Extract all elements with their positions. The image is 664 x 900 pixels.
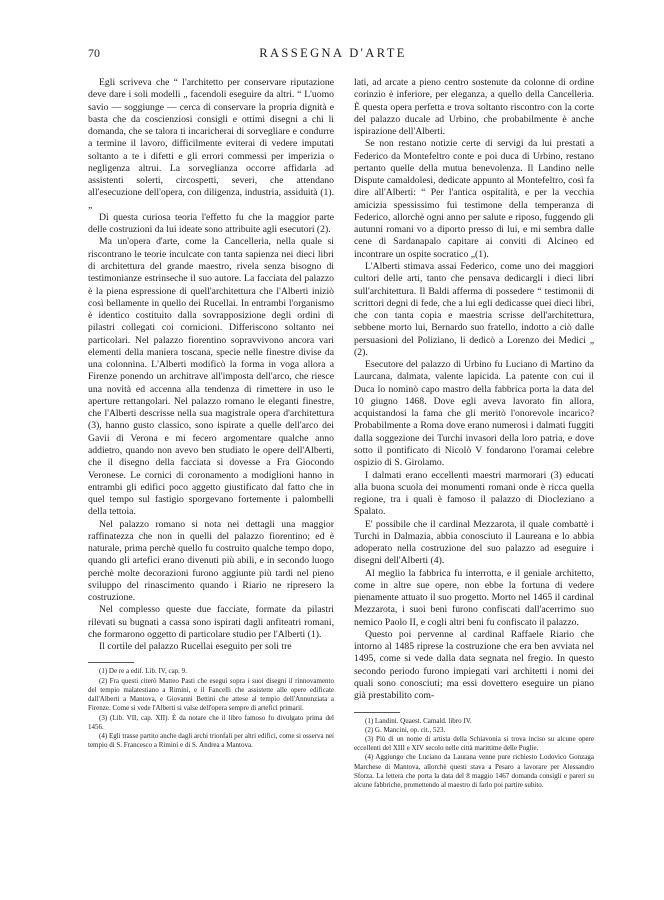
footnote: (1) Landini. Quaest. Camald. libro IV. [365,716,472,725]
paragraph: Questo poi pervenne al cardinal Raffaele Riario che intorno al 1485 riprese la costruzione che era ben avviata nel 1495, come si vede dalla data segnata nel fregio. In questo secondo periodo furono impiegati vari architetti i nomi dei quali sono conosciuti; ma essi dovettero eseguire un piano già prestabilito com- [354,628,594,702]
running-header [88,46,580,64]
paragraph: lati, ad arcate a pieno centro sostenute da colonne di ordine corinzio è inferiore, per eleganza, a quello della Cancelleria. È questa opera perfetta e trova soltanto riscontro con la corte del palazzo ducale ad Urbino, che probabilmente è anche ispirazione dell'Alberti. [354,77,594,138]
paragraph: Egli scriveva che “ l'architetto per conservare riputazione deve dare i soli modelli „ facendoli eseguire da altri. “ L'uomo savio — soggiunge — cerca di conservare la propria dignità e basta che da coscienziosi consigli e ottimi disegni a chi li domanda, che se talora ti incaricherai di sorvegliare e condurre a termine il lavoro, difficilmente eviterai di vedere imputati soltanto a te i difetti e gli errori commessi per imperizia o negligenza altrui. La sorveglianza occorre affidarla ad assistenti solerti, circospetti, severi, che attendano all'esecuzione dell'opera, con diligenza, industria, assiduità (1). „ [88,77,334,211]
paragraph: Nel complesso queste due facciate, formate da pilastri rilevati su bugnati a cassa sono ispirati dagli anfiteatri romani, che formarono oggetto di particolare studio per l'Alberti (1). [88,604,334,640]
left-body [88,77,334,653]
footnote: (3) (Lib. VII, cap. XII). È da notare che il libro famoso fu divulgato prima del 1456. [88,713,334,731]
paragraph: Al meglio la fabbrica fu interrotta, e il geniale architetto, come in altre sue opere, non ebbe la fortuna di vedere pienamente attuato il suo progetto. Morto nel 1465 il cardinal Mezzarota, i suoi beni furono confiscati dall'acerrimo suo nemico Paolo II, e cogli altri beni fu confiscato il palazzo. [354,567,594,628]
paragraph: I dalmati erano eccellenti maestri marmorari (3) educati alla buona scuola dei monumenti romani onde è ricca quella regione, tra i quali è famoso il palazzo di Diocleziano a Spalato. [354,469,594,518]
right-footnotes [354,717,594,791]
footnote-rule [88,662,134,663]
paragraph: Esecutore del palazzo di Urbino fu Luciano di Martino da Laurcana, dalmata, valente lapicida. La patente con cui il Duca lo nominò capo mastro della fabbrica porta la data del 10 giugno 1468. Dove egli aveva lavorato fin allora, acquistandosi la fama che gli meritò l'onorevole incarico? Probabilmente a Roma dove erano numerosi i dalmati fuggiti dalla soggezione dei Turchi invasori della loro patria, e dove sotto il pontificato di Nicolò V fondarono l'oramai celebre ospizio di S. Girolamo. [354,359,594,469]
right-body [354,77,594,703]
paragraph: Ma un'opera d'arte, come la Cancelleria, nella quale si riscontrano le teorie inculcate con tanta sapienza nei dieci libri di architettura del grande maestro, rivela senza bisogno di testimonianze estrinseche il suo autore. La facciata del palazzo è la piena espressione di quell'architettura che l'Alberti iniziò così bellamente in quello dei Rucellai. In entrambi l'organismo è identico costituito dalla sovrapposizione degli ordini di pilastri collegati coi cornicioni. Differiscono soltanto nei particolari. Nel palazzo fiorentino sopravvivono ancora vari elementi della maniera toscana, specie nelle finestre divise da una colonnina. L'Alberti modificò la forma in voga allora a Firenze ponendo un architrave all'imposta dell'arco, che riesce una novità ed accenna alla tendenza di rimettere in uso le aperture rettangolari. Nel palazzo romano le eleganti finestre, che l'Alberti descrisse nella sua magistrale opera d'architettura (3), hanno gusto classico, sono ispirate a quelle dell'arco dei Gavii di Verona e mi fecero argomentare qualche anno addietro, quando non avevo ben studiato le opere dell'Alberti, che il disegno della facciata si dovesse a Fra Giocondo Veronese. Le cornici di coronamento a modiglioni hanno in entrambi gli edifici poco aggetto giustificato dal fatto che in quel tempo sul fastigio sporgevano fortemente i palombelli della tettoia. [88,236,334,518]
journal-title: RASSEGNA D'ARTE [259,46,407,60]
page-number: 70 [88,46,100,60]
paragraph: Il cortile del palazzo Rucellai eseguito per soli tre [99,641,292,653]
paragraph: Nel palazzo romano si nota nei dettagli una maggior raffinatezza che non in quelli del palazzo fiorentino; ed è naturale, prima perchè quello fu costruito qualche tempo dopo, quando gli artefici erano divenuti più abili, e in secondo luogo perchè molte decorazioni furono aggiunte più tardi nel pieno sviluppo del rinascimento quando i Riario ne ripresero la costruzione. [88,518,334,604]
footnote: (4) Egli trasse partito anche dagli archi trionfali per altri edifici, come si osserva nei tempio di S. Francesco a Rimini e di S. Andrea a Mantova. [88,731,334,750]
footnote: (2) Fra questi citerò Matteo Pasti che eseguì sopra i suoi disegni il rinnovamento del tempio malatestiano a Rimini, e il Fancelli che assistette alle opere edificate dall'Alberti a Mantova, e Giovanni Bettini che attese al tempio dell'Annunziata a Firenze. Come si vede l'Alberti si valse dell'opera sempre di artefici primarii. [88,676,334,713]
footnote: (4) Aggiungo che Luciano da Laurana venne pure richiesto Lodovico Gonzaga Marchese di Mantova, allorchè questi stava a Pesaro a lavorare per Alessandro Sforza. La lettera che porta la data del 8 maggio 1467 domanda consigli e pareri su alcune fabbriche, promettendo al maestro di farlo poi partire subito. [354,753,594,789]
paragraph: E' possibile che il cardinal Mezzarota, il quale combattè i Turchi in Dalmazia, abbia conosciuto il Laureana e lo abbia adoperato nella costruzione del suo palazzo ad eseguire i disegni dell'Alberti (4). [354,518,594,567]
footnote: (3) Più di un nome di artista della Schiavonia si trova inciso su alcune opere eccellenti del XIII e XIV secolo nelle città marittime delle Puglie. [354,734,594,753]
left-column [88,77,334,750]
right-column [354,77,594,790]
left-footnotes [88,667,334,750]
paragraph: L'Alberti stimava assai Federico, come uno dei maggiori cultori delle arti, tanto che pensava dedicargli i dieci libri sull'architettura. Il Baldi afferma di possedere “ testimonii di scrittori degni di fede, che a lui egli dedicasse quei dieci libri, che con tanta copia e maestria scrisse dell'architettura, sebbene morto lui, Bernardo suo fratello, indotto a ciò dalle persuasioni del Poliziano, li dedicò a Lorenzo dei Medici „ (2). [354,260,594,358]
footnote: (2) G. Mancini, op. cit., 523. [365,725,446,734]
paragraph: Di questa curiosa teoria l'effetto fu che la maggior parte delle costruzioni da lui ideate sono attribuite agli esecutori (2). [88,211,334,236]
footnote: (1) De re a edif. Lib. IV, cap. 9. [99,667,187,676]
paragraph: Se non restano notizie certe di servigi da lui prestati a Federico da Montefeltro conte e poi duca di Urbino, restano pertanto quelle della mutua benevolenza. Il Landino nelle Dispute camaldolesi, dedicate appunto al Montefeltro, così fa dire all'Alberti: “ Per l'antica ospitalità, e per la vecchia amicizia spessissimo fui testimone della temperanza di Federico, allorchè ogni anno per salute e riposo, fuggendo gli autunni romani vo a diporto presso di lui, e mi sembra dalle cene di Sardanapalo capitare ai conviti di Alcineo ed incontrare un ospite socratico „(1). [354,138,594,260]
footnote-rule [354,712,400,713]
